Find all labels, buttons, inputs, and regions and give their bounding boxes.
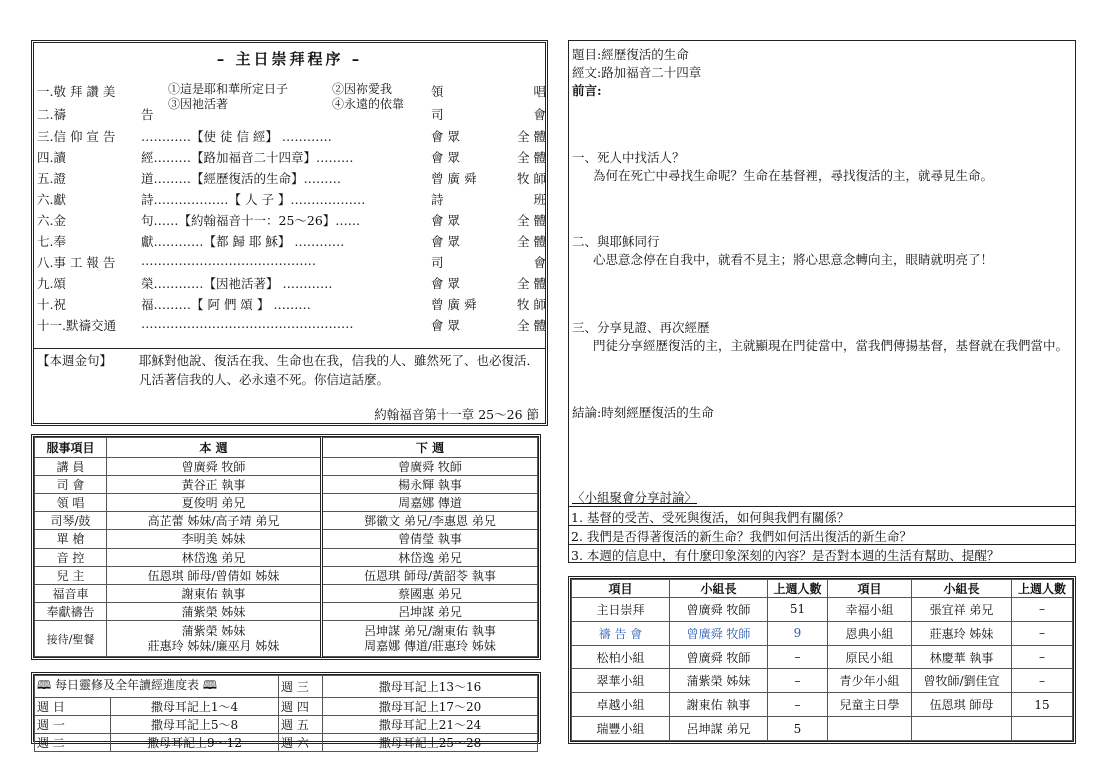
program-detail: …………………………………… <box>141 253 316 268</box>
table-cell: 週 四 <box>279 698 323 716</box>
sermon-scripture: 經文:路加福音二十四章 <box>572 65 702 80</box>
table-cell: 松柏小組 <box>572 645 670 669</box>
program-title: – 主日崇拜程序 – <box>216 50 363 68</box>
program-item: 十.祝 <box>37 297 66 312</box>
program-role: 會 <box>533 107 546 122</box>
table-cell: 週 六 <box>279 734 323 752</box>
table-cell: 翠華小組 <box>572 669 670 693</box>
point-3-body: 門徒分享經歷復活的主，主就顯現在門徒當中，當我們傳揚基督，基督就在我們當中。 <box>593 338 1069 353</box>
table-cell: – <box>768 693 828 717</box>
group-discussion-heading: 〈小組聚會分享討論〉 <box>572 490 698 505</box>
table-row <box>572 598 1073 622</box>
table-row <box>35 734 538 752</box>
program-row <box>37 232 546 251</box>
program-role: 牧 師 <box>517 297 546 312</box>
table-cell: 曾廣舜 牧師 <box>670 645 768 669</box>
question-1: 1. 基督的受苦、受死與復活，如何與我們有關係？ <box>571 510 850 525</box>
table-row <box>35 584 538 602</box>
table-cell: 瑞豐小組 <box>572 717 670 741</box>
column-header: 小組長 <box>912 580 1012 598</box>
table-row <box>572 645 1073 669</box>
table-cell: 夏俊明 弟兄 <box>107 494 322 512</box>
table-cell: 司琴/鼓 <box>35 512 107 530</box>
table-row <box>35 458 538 476</box>
worship-program <box>31 40 548 426</box>
table-row <box>35 530 538 548</box>
table-cell: – <box>768 669 828 693</box>
program-leader: 曾 廣 舜 <box>431 171 477 186</box>
divider <box>569 525 1075 526</box>
table-header-row <box>572 580 1073 598</box>
table-cell <box>1012 717 1073 741</box>
table-row <box>35 698 538 716</box>
table-cell: 接待/聖餐 <box>35 621 107 657</box>
table-cell: 9 <box>768 621 828 645</box>
column-header: 項目 <box>828 580 912 598</box>
question-2: 2. 我們是否得著復活的新生命？我們如何活出復活的新生命？ <box>571 529 912 544</box>
table-cell: 曾廣舜 牧師 <box>670 621 768 645</box>
program-row <box>37 295 546 314</box>
table-cell: 林岱逸 弟兄 <box>107 548 322 566</box>
table-cell: 伍恩琪 師母 <box>912 693 1012 717</box>
program-detail: …………………………………………… <box>141 316 354 331</box>
table-row <box>35 676 538 698</box>
program-leader: 曾 廣 舜 <box>431 297 477 312</box>
program-role: 全 體 <box>517 213 546 228</box>
table-cell <box>107 621 322 657</box>
table-cell: 青少年小組 <box>828 669 912 693</box>
table-cell-line: 莊惠玲 姊妹/廉巫月 姊妹 <box>147 638 280 653</box>
program-item: 六.金 <box>37 213 66 228</box>
reading-title-cell <box>35 676 279 698</box>
column-header: 服事項目 <box>35 438 107 458</box>
program-row <box>37 105 546 124</box>
table-cell: 林慶華 執事 <box>912 645 1012 669</box>
table-cell: 撒母耳記上25～28 <box>323 734 538 752</box>
table-row <box>35 494 538 512</box>
table-cell: 楊永輝 執事 <box>322 476 538 494</box>
table-cell: 音 控 <box>35 548 107 566</box>
table-cell: 蒲紫榮 姊妹 <box>670 669 768 693</box>
table-cell: 莊惠玲 姊妹 <box>912 621 1012 645</box>
point-2-heading: 二、與耶穌同行 <box>572 234 660 249</box>
table-cell: 奉獻禱告 <box>35 602 107 620</box>
program-item: 八.事 工 報 告 <box>37 255 116 270</box>
program-role: 全 體 <box>517 276 546 291</box>
table-cell-line: 蒲紫榮 姊妹 <box>181 623 246 638</box>
table-cell: 撒母耳記上5～8 <box>111 716 279 734</box>
table-cell: 曾廣舜 牧師 <box>322 458 538 476</box>
program-role: 班 <box>533 192 546 207</box>
table-cell: 週 日 <box>35 698 111 716</box>
program-leader: 會 眾 <box>431 276 460 291</box>
song-4: ④永遠的依靠 <box>332 97 405 111</box>
program-item: 七.奉 <box>37 234 66 249</box>
program-role: 會 <box>533 255 546 270</box>
sermon-topic: 題目:經歷復活的生命 <box>572 47 689 62</box>
table-row <box>35 512 538 530</box>
table-header-row <box>35 438 538 458</box>
program-leader: 領 <box>431 84 444 99</box>
reading-table <box>34 675 538 752</box>
sermon-preface: 前言: <box>572 83 602 98</box>
table-cell: 曾廣舜 牧師 <box>670 598 768 622</box>
sermon-conclusion: 結論:時刻經歷復活的生命 <box>572 405 714 420</box>
table-cell: 兒 主 <box>35 566 107 584</box>
table-cell: 福音車 <box>35 584 107 602</box>
table-cell: 曾廣舜 牧師 <box>107 458 322 476</box>
table-cell: 撒母耳記上1～4 <box>111 698 279 716</box>
table-cell: 高芷蕾 姊妹/高子靖 弟兄 <box>107 512 322 530</box>
table-cell: 週 三 <box>279 676 323 698</box>
table-row <box>35 476 538 494</box>
column-header: 上週人數 <box>1012 580 1073 598</box>
table-cell: 卓越小組 <box>572 693 670 717</box>
table-cell-line: 呂坤謀 弟兄/謝東佑 執事 <box>364 623 496 638</box>
point-3-heading: 三、分享見證、再次經歷 <box>572 320 710 335</box>
program-detail: 句……【約翰福音十一：25～26】…… <box>141 213 361 228</box>
table-cell: 5 <box>768 717 828 741</box>
table-cell: 撒母耳記上21～24 <box>323 716 538 734</box>
program-detail: 獻…………【都 歸 耶 穌】 ………… <box>141 234 345 249</box>
table-cell: 禱 告 會 <box>572 621 670 645</box>
column-header: 上週人數 <box>768 580 828 598</box>
column-header: 本 週 <box>107 438 322 458</box>
program-detail: 榮…………【因祂活著】 ………… <box>141 276 333 291</box>
memory-verse-label: 【本週金句】 <box>37 353 113 368</box>
table-cell: 謝東佑 執事 <box>670 693 768 717</box>
table-row <box>572 621 1073 645</box>
program-role: 全 體 <box>517 150 546 165</box>
program-row <box>37 211 546 230</box>
memory-verse-reference: 約翰福音第十一章 25～26 節 <box>374 407 539 422</box>
program-role: 牧 師 <box>517 171 546 186</box>
program-detail: 道………【經歷復活的生命】……… <box>141 171 342 186</box>
table-cell <box>912 717 1012 741</box>
table-cell: 講 員 <box>35 458 107 476</box>
serving-roster <box>31 434 541 660</box>
reading-plan <box>31 672 541 750</box>
program-item: 六.獻 <box>37 192 66 207</box>
column-header: 小組長 <box>670 580 768 598</box>
table-cell: 週 一 <box>35 716 111 734</box>
program-leader: 會 眾 <box>431 234 460 249</box>
program-item: 五.證 <box>37 171 66 186</box>
program-detail: …………【使 徒 信 經】 ………… <box>141 129 332 144</box>
program-role: 全 體 <box>517 318 546 333</box>
program-row <box>37 169 546 188</box>
table-cell: 伍恩琪 師母/曾倩如 姊妹 <box>107 566 322 584</box>
table-cell: – <box>768 645 828 669</box>
table-cell: – <box>1012 621 1073 645</box>
program-leader: 會 眾 <box>431 213 460 228</box>
program-row <box>37 190 546 209</box>
reading-title: 每日靈修及全年讀經進度表 <box>54 678 199 692</box>
book-icon: 🕮 <box>202 678 217 692</box>
table-cell: 原民小組 <box>828 645 912 669</box>
table-cell: 呂坤謀 弟兄 <box>322 602 538 620</box>
table-cell: 司 會 <box>35 476 107 494</box>
program-item: 一.敬 拜 讚 美 <box>37 84 116 99</box>
table-cell: 領 唱 <box>35 494 107 512</box>
table-cell: – <box>1012 598 1073 622</box>
point-1-body: 為何在死亡中尋找生命呢？生命在基督裡，尋找復活的主，就尋見生命。 <box>593 168 994 183</box>
program-row <box>37 127 546 146</box>
program-leader: 會 眾 <box>431 150 460 165</box>
program-detail: 詩………………【 人 子 】……………… <box>141 192 366 207</box>
small-groups <box>568 576 1076 744</box>
table-cell <box>322 621 538 657</box>
program-row <box>37 253 546 272</box>
program-detail: 告 <box>141 107 154 122</box>
question-3: 3. 本週的信息中，有什麼印象深刻的內容？是否對本週的生活有幫助、提醒？ <box>571 548 1000 563</box>
serving-table <box>34 437 538 657</box>
table-cell: 黃谷正 執事 <box>107 476 322 494</box>
divider <box>34 348 545 349</box>
sermon-notes <box>568 40 1076 563</box>
table-row <box>572 693 1073 717</box>
table-row <box>35 602 538 620</box>
groups-table <box>571 579 1073 741</box>
book-icon: 🕮 <box>37 678 52 692</box>
program-leader: 司 <box>431 107 444 122</box>
table-cell: 張宜祥 弟兄 <box>912 598 1012 622</box>
table-cell: 伍恩琪 師母/黃韶苓 執事 <box>322 566 538 584</box>
table-cell: 15 <box>1012 693 1073 717</box>
table-cell: 撒母耳記上13～16 <box>323 676 538 698</box>
table-row <box>572 669 1073 693</box>
program-leader: 詩 <box>431 192 444 207</box>
table-cell: 週 五 <box>279 716 323 734</box>
program-leader: 會 眾 <box>431 129 460 144</box>
program-row <box>37 82 546 101</box>
table-cell: – <box>1012 645 1073 669</box>
program-item: 四.讀 <box>37 150 66 165</box>
table-cell: 週 二 <box>35 734 111 752</box>
table-cell: 撒母耳記上17～20 <box>323 698 538 716</box>
table-cell: 幸福小組 <box>828 598 912 622</box>
program-item: 十一.默禱交通 <box>37 318 116 333</box>
table-cell: 李明美 姊妹 <box>107 530 322 548</box>
table-cell: 主日崇拜 <box>572 598 670 622</box>
program-leader: 司 <box>431 255 444 270</box>
table-row <box>35 548 538 566</box>
table-cell: 蔡國惠 弟兄 <box>322 584 538 602</box>
memory-verse-text: 耶穌對他說、復活在我、生命也在我，信我的人、雖然死了、也必復活．凡活著信我的人、必永遠不死。你信這話麼。 <box>139 353 540 387</box>
table-row <box>35 716 538 734</box>
song-2: ②因祢愛我 <box>332 82 393 96</box>
point-1-heading: 一、死人中找活人？ <box>572 150 685 165</box>
program-detail: 福………【 阿 們 頌 】 ……… <box>141 297 311 312</box>
column-header: 項目 <box>572 580 670 598</box>
table-row <box>572 717 1073 741</box>
table-cell: 林岱逸 弟兄 <box>322 548 538 566</box>
program-item: 九.頌 <box>37 276 66 291</box>
program-row <box>37 316 546 335</box>
table-cell: 鄧徽文 弟兄/李惠恩 弟兄 <box>322 512 538 530</box>
table-cell: – <box>1012 669 1073 693</box>
table-cell <box>828 717 912 741</box>
table-row <box>35 566 538 584</box>
table-cell: 曾倩瑩 執事 <box>322 530 538 548</box>
song-3: ③因祂活著 <box>168 97 229 111</box>
table-cell: 兒童主日學 <box>828 693 912 717</box>
program-leader: 會 眾 <box>431 318 460 333</box>
table-cell: 曾牧師/劉佳宜 <box>912 669 1012 693</box>
program-row <box>37 274 546 293</box>
program-detail: 經………【路加福音二十四章】……… <box>141 150 354 165</box>
column-header: 下 週 <box>322 438 538 458</box>
program-role: 唱 <box>533 84 546 99</box>
table-cell-line: 周嘉娜 傳道/莊惠玲 姊妹 <box>364 638 496 653</box>
song-1: ①這是耶和華所定日子 <box>168 82 289 96</box>
program-role: 全 體 <box>517 234 546 249</box>
program-item: 二.禱 <box>37 107 66 122</box>
program-row <box>37 148 546 167</box>
program-role: 全 體 <box>517 129 546 144</box>
table-cell: 呂坤謀 弟兄 <box>670 717 768 741</box>
point-2-body: 心思意念停在自我中，就看不見主；將心思意念轉向主，眼睛就明亮了！ <box>593 252 994 267</box>
table-cell: 撒母耳記上9～12 <box>111 734 279 752</box>
table-cell: 單 槍 <box>35 530 107 548</box>
table-cell: 蒲紫榮 姊妹 <box>107 602 322 620</box>
table-cell: 謝東佑 執事 <box>107 584 322 602</box>
table-row <box>35 621 538 657</box>
divider <box>569 544 1075 545</box>
table-cell: 51 <box>768 598 828 622</box>
program-item: 三.信 仰 宣 告 <box>37 129 116 144</box>
divider <box>569 506 1075 507</box>
table-cell: 恩典小組 <box>828 621 912 645</box>
table-cell: 周嘉娜 傳道 <box>322 494 538 512</box>
